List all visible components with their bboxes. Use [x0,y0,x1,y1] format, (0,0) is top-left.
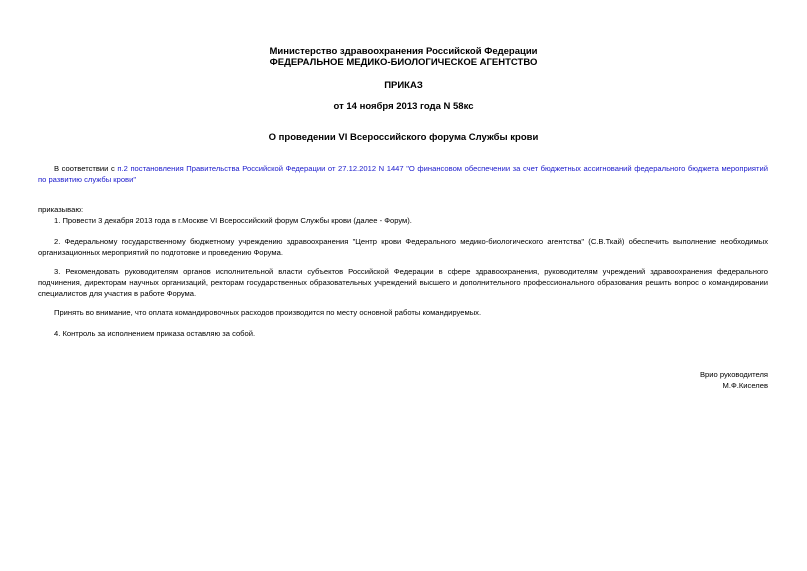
preamble-lead: В соответствии с [54,164,118,173]
doc-date-number: от 14 ноября 2013 года N 58кс [333,101,474,112]
resolution-link[interactable]: п.2 постановления Правительства Российской Федерации от 27.12.2012 N 1447 "О финансовом обеспечении за счет бюджетных ассигнований федерального бюджета мероприятий по развитию службы крови" [38,164,769,184]
signatory-name: М.Ф.Киселев [722,381,768,390]
doc-subject: О проведении VI Всероссийского форума Службы крови [268,132,539,143]
ministry-heading: Министерство здравоохранения Российской Федерации [269,46,538,57]
preamble-paragraph [38,163,768,185]
order-item-4: 4. Контроль за исполнением приказа оставляю за собой. [54,329,256,338]
orders-word: приказываю: [38,205,84,214]
expenses-note: Принять во внимание, что оплата командировочных расходов производится по месту основной работы командируемых. [54,308,482,317]
doc-type-heading: ПРИКАЗ [384,80,423,91]
order-item-3: 3. Рекомендовать руководителям органов исполнительной власти субъектов Российской Федерации в сфере здравоохранения, руководителям учреждений здравоохранения федерального подчинения, директорам научных организаций, ректорам государственных образовательных учреждений высшего и дополнительного профессионального образования решить вопрос о командировании специалистов для участия в работе Форума. [38,267,768,298]
order-item-1: 1. Провести 3 декабря 2013 года в г.Москве VI Всероссийский форум Службы крови (далее - Форум). [54,216,412,225]
signatory-position: Врио руководителя [699,370,768,379]
agency-heading: ФЕДЕРАЛЬНОЕ МЕДИКО-БИОЛОГИЧЕСКОЕ АГЕНТСТВО [269,57,538,68]
order-item-2: 2. Федеральному государственному бюджетному учреждению здравоохранения "Центр крови Федерального медико-биологического агентства" (С.В.Ткай) обеспечить выполнение необходимых организационных мероприятий по подготовке и проведению Форума. [38,237,768,257]
